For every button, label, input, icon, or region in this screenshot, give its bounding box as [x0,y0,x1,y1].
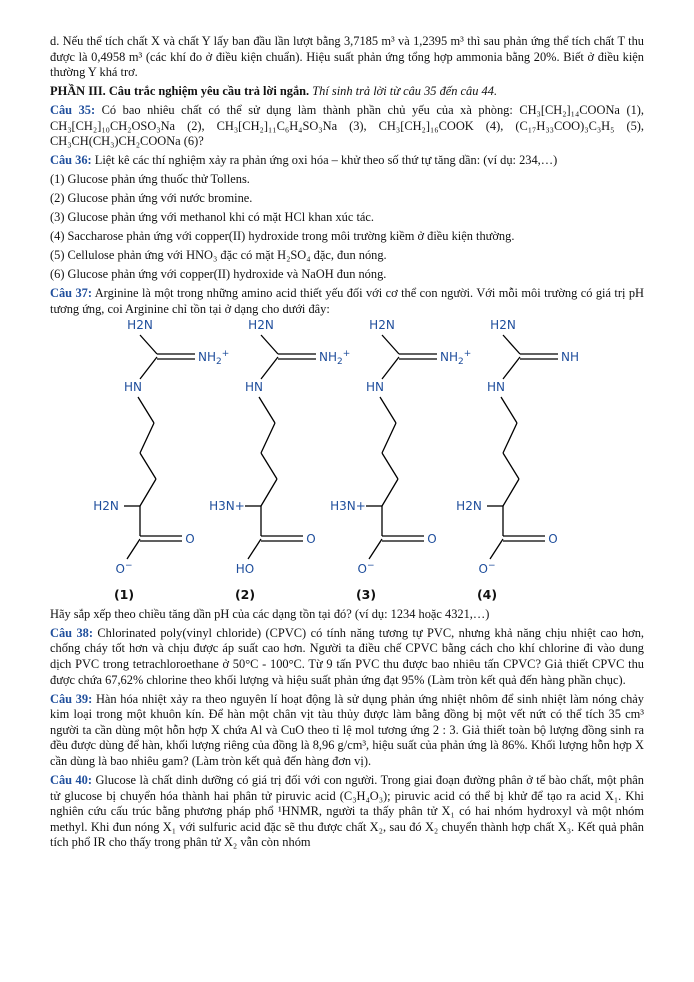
bond [503,479,519,506]
bond [503,357,520,379]
question-label: Câu 36: [50,153,92,168]
bond [127,539,140,559]
question-36 [50,153,644,169]
question-label: Câu 38: [50,625,93,640]
acid-oxygen-label: HO [235,561,255,576]
bond [503,335,520,354]
top-amine-label: H2N [369,317,395,332]
bond [140,357,157,379]
bond [503,423,517,453]
bond [261,453,277,479]
bond [382,357,399,379]
arginine-structures [50,317,644,605]
question-text: Hàn hóa nhiệt xảy ra theo nguyên lí hoạt động là sử dụng phản ứng nhiệt nhôm để sinh nhiệt làm nóng chảy kim loại trong một khuôn kín. Để hàn một chân vịt tàu thủy được làm bằng đồng bị một vết nứt có thể tích 35 cm³ người ta cần dùng một hỗn hợp X chứa Al và CuO theo tỉ lệ mol tương ứng 2 : 3. Giả thiết toàn bộ lượng đồng sinh ra đều được dùng để hàn, khối lượng riêng của đồng là 8,96 g/cm³, hiệu suất của phản ứng là 86%. Khối lượng hỗn hợp X cần dùng là bao nhiêu gam? (Làm tròn kết quả đến hàng đơn vị). [50,691,644,768]
imine-label: $NH_2^+$ [440,348,472,367]
acid-oxygen-label: O− [115,560,133,576]
question-label: Câu 40: [50,772,92,787]
q36-item-6: (6) Glucose phản ứng với copper(II) hydroxide và NaOH đun nóng. [50,267,387,282]
structure-number: (4) [476,586,498,602]
part-title: PHẦN III. Câu trắc nghiệm yêu cầu trả lời ngắn. [50,84,310,99]
question-text: Có bao nhiêu chất có thể sử dụng làm thành phần chủ yếu của xà phòng: CH₃[CH₂]₁₄COONa (1), CH₃[CH₂]₁₀CH₂OSO₃Na (2), CH₃[CH₂]₁₁C₆H₄SO₃Na (3), CH₃[CH₂]₁₆COOK (4), (C₁₇H₃₃COO)₃C₃H₅ (5), CH₃CH(CH₃)CH₂COONa (6)? [50,103,644,149]
bond [140,453,156,479]
alpha-amine-label: H3N+ [209,498,245,513]
structure-number: (2) [234,586,256,602]
carbonyl-oxygen-label: O [548,531,558,546]
bond [503,453,519,479]
bond [380,397,396,423]
bond [140,479,156,506]
question-38 [50,626,644,688]
q36-item-2: (2) Glucose phản ứng với nước bromine. [50,191,253,206]
bond [490,539,503,559]
bond [501,397,517,423]
arginine-structures-figure [93,317,622,605]
bond [382,479,398,506]
bond [140,335,157,354]
imine-label: $NH_2^+$ [319,348,351,367]
carbonyl-oxygen-label: O [185,531,195,546]
top-amine-label: H2N [127,317,153,332]
intro-paragraph-d: d. Nếu thể tích chất X và chất Y lấy ban đầu lần lượt bằng 3,7185 m³ và 1,2395 m³ thì sau phản ứng thể tích chất T thu được là 0,4958 m³ (các khí đo ở điều kiện chuẩn). Hiệu suất phản ứng tổng hợp ammonia bằng 20%. Biết ở điều kiện thường Y khá trơ. [50,34,644,80]
question-39 [50,692,644,770]
top-amine-label: H2N [490,317,516,332]
question-35 [50,103,644,150]
structure-number: (3) [355,586,377,602]
alpha-amine-label: H3N+ [330,498,366,513]
question-text: Arginine là một trong những amino acid thiết yếu đối với cơ thể con người. Với mỗi môi trường có giá trị pH tương ứng, coi Arginine chỉ tồn tại ở dạng cho dưới đây: [50,286,644,316]
hn-label: HN [124,379,142,394]
bond [261,357,278,379]
alpha-amine-label: H2N [456,498,482,513]
bond [140,423,154,453]
bond [382,423,396,453]
document-page [50,34,644,854]
q37-instruction: Hãy sắp xếp theo chiều tăng dần pH của các dạng tồn tại đó? (ví dụ: 1234 hoặc 4321,…) [50,606,490,621]
acid-oxygen-label: O− [357,560,375,576]
question-label: Câu 35: [50,103,96,118]
bond [138,397,154,423]
bond [369,539,382,559]
acid-oxygen-label: O− [478,560,496,576]
question-37 [50,286,644,317]
part-note: Thí sinh trả lời từ câu 35 đến câu 44. [312,84,498,99]
imine-label: $NH_2^+$ [198,348,230,367]
question-text: Glucose là chất dinh dưỡng có giá trị đối với con người. Trong giai đoạn đường phân ở tế bào chất, một phân tử glucose bị chuyển hóa thành hai phân tử piruvic acid (C₃H₄O₃); piruvic acid có thể bị khử để tạo ra acid X₁. Khi nghiên cứu cấu trúc bằng phương pháp phổ ¹HNMR, người ta thấy phân tử X₁ có hai nhóm hydroxyl và một nhóm methyl. Khi đun nóng X₁ với sulfuric acid đặc sẽ thu được chất X₂, sau đó X₂ chuyển thành hợp chất X₃. Kết quả phân tích phổ IR cho thấy trong phân tử X₂ vẫn còn nhóm [50,772,644,850]
question-label: Câu 39: [50,691,93,706]
carbonyl-oxygen-label: O [306,531,316,546]
q36-item-5: (5) Cellulose phản ứng với HNO₃ đặc có mặt H₂SO₄ đặc, đun nóng. [50,248,387,263]
q36-item-3: (3) Glucose phản ứng với methanol khi có mặt HCl khan xúc tác. [50,210,374,225]
alpha-amine-label: H2N [93,498,119,513]
carbonyl-oxygen-label: O [427,531,437,546]
part-heading [50,84,644,100]
structure-number: (1) [113,586,135,602]
q36-item-4: (4) Saccharose phản ứng với copper(II) hydroxide trong môi trường kiềm ở điều kiện thường. [50,229,515,244]
hn-label: HN [366,379,384,394]
bond [382,453,398,479]
bond [261,423,275,453]
imine-label: NH [561,349,579,364]
hn-label: HN [245,379,263,394]
bond [259,397,275,423]
top-amine-label: H2N [248,317,274,332]
bond [261,479,277,506]
q36-item-1: (1) Glucose phản ứng thuốc thử Tollens. [50,172,250,187]
question-text: Chlorinated poly(vinyl chloride) (CPVC) có tính năng tương tự PVC, nhưng khả năng chịu nhiệt cao hơn, chống cháy tốt hơn và chịu được áp suất cao hơn. Người ta điều chế CPVC bằng cách cho khí chlorine đi vào dung dịch PVC trong tetrachloroethane ở 50°C - 100°C. Từ 9 tấn PVC thu được bao nhiêu tấn CPVC? Giả thiết CPVC thu được chứa 67,62% chlorine theo khối lượng và hiệu suất phản ứng đạt 95% (Làm tròn kết quả đến hàng phần chục). [50,625,644,687]
bond [248,539,261,559]
question-text: Liệt kê các thí nghiệm xảy ra phản ứng oxi hóa – khử theo số thứ tự tăng dần: (ví dụ: 234,…) [94,153,558,168]
question-40 [50,773,644,851]
bond [382,335,399,354]
bond [261,335,278,354]
hn-label: HN [487,379,505,394]
question-label: Câu 37: [50,286,92,301]
